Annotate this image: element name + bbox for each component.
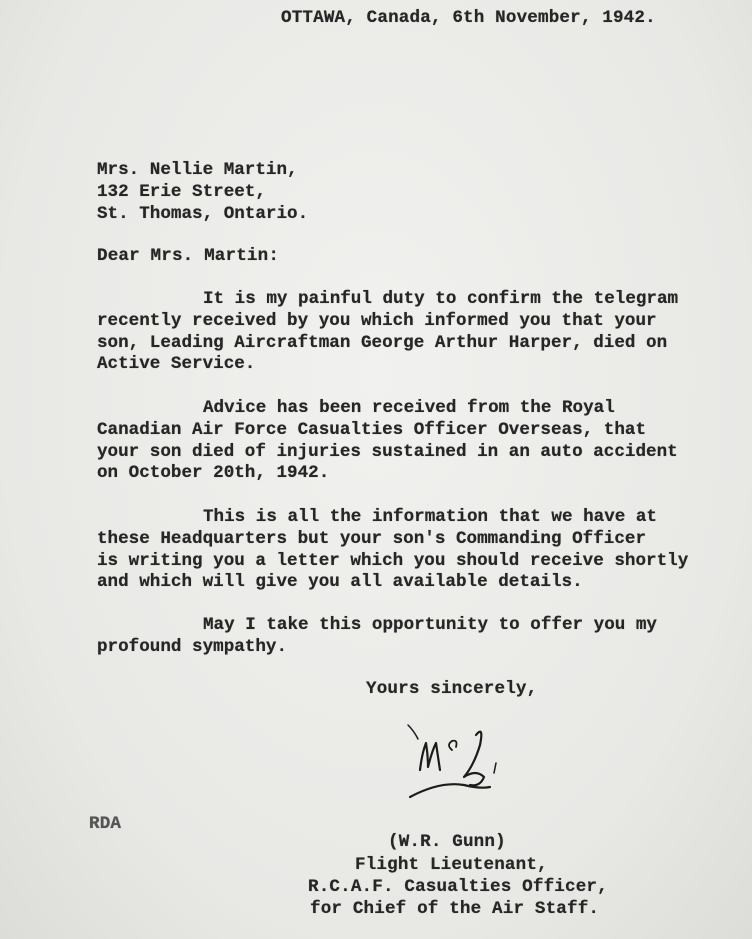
paragraph-line: recently received by you which informed you that your <box>97 310 657 331</box>
paragraph-line: son, Leading Aircraftman George Arthur Harper, died on <box>97 332 668 353</box>
paragraph-3 <box>97 507 688 594</box>
typist-initials: RDA <box>89 814 122 834</box>
closing: Yours sincerely, <box>366 679 538 699</box>
paragraph-line: your son died of injuries sustained in an auto accident <box>97 441 678 462</box>
recipient-line: St. Thomas, Ontario. <box>97 203 309 224</box>
date-line: OTTAWA, Canada, 6th November, 1942. <box>281 8 656 28</box>
paragraph-2 <box>97 398 678 485</box>
recipient-line: Mrs. Nellie Martin, <box>97 160 298 180</box>
paragraph-line: and which will give you all available details. <box>97 572 583 593</box>
recipient-line: 132 Erie Street, <box>97 181 266 202</box>
paragraph-line: May I take this opportunity to offer you my <box>203 615 657 635</box>
paragraph-line: Advice has been received from the Royal <box>203 398 615 418</box>
paragraph-1 <box>97 289 678 376</box>
signatory-name: (W.R. Gunn) <box>388 832 506 852</box>
recipient-address <box>97 160 308 225</box>
salutation: Dear Mrs. Martin: <box>97 246 280 266</box>
signatory-rank: Flight Lieutenant, <box>355 855 548 875</box>
paragraph-line: Canadian Air Force Casualties Officer Overseas, that <box>97 419 647 440</box>
paragraph-line: these Headquarters but your son's Commanding Officer <box>97 528 647 549</box>
paragraph-line: Active Service. <box>97 354 256 375</box>
paragraph-line: on October 20th, 1942. <box>97 463 330 484</box>
handwritten-signature <box>400 715 520 805</box>
signatory-title: R.C.A.F. Casualties Officer, <box>308 877 608 897</box>
paragraph-line: This is all the information that we have at <box>203 507 657 527</box>
paragraph-line: profound sympathy. <box>97 636 288 657</box>
paragraph-line: is writing you a letter which you should receive shortly <box>97 550 689 571</box>
paragraph-4 <box>97 615 657 659</box>
paragraph-line: It is my painful duty to confirm the telegram <box>203 289 679 309</box>
signatory-on-behalf: for Chief of the Air Staff. <box>310 899 600 919</box>
